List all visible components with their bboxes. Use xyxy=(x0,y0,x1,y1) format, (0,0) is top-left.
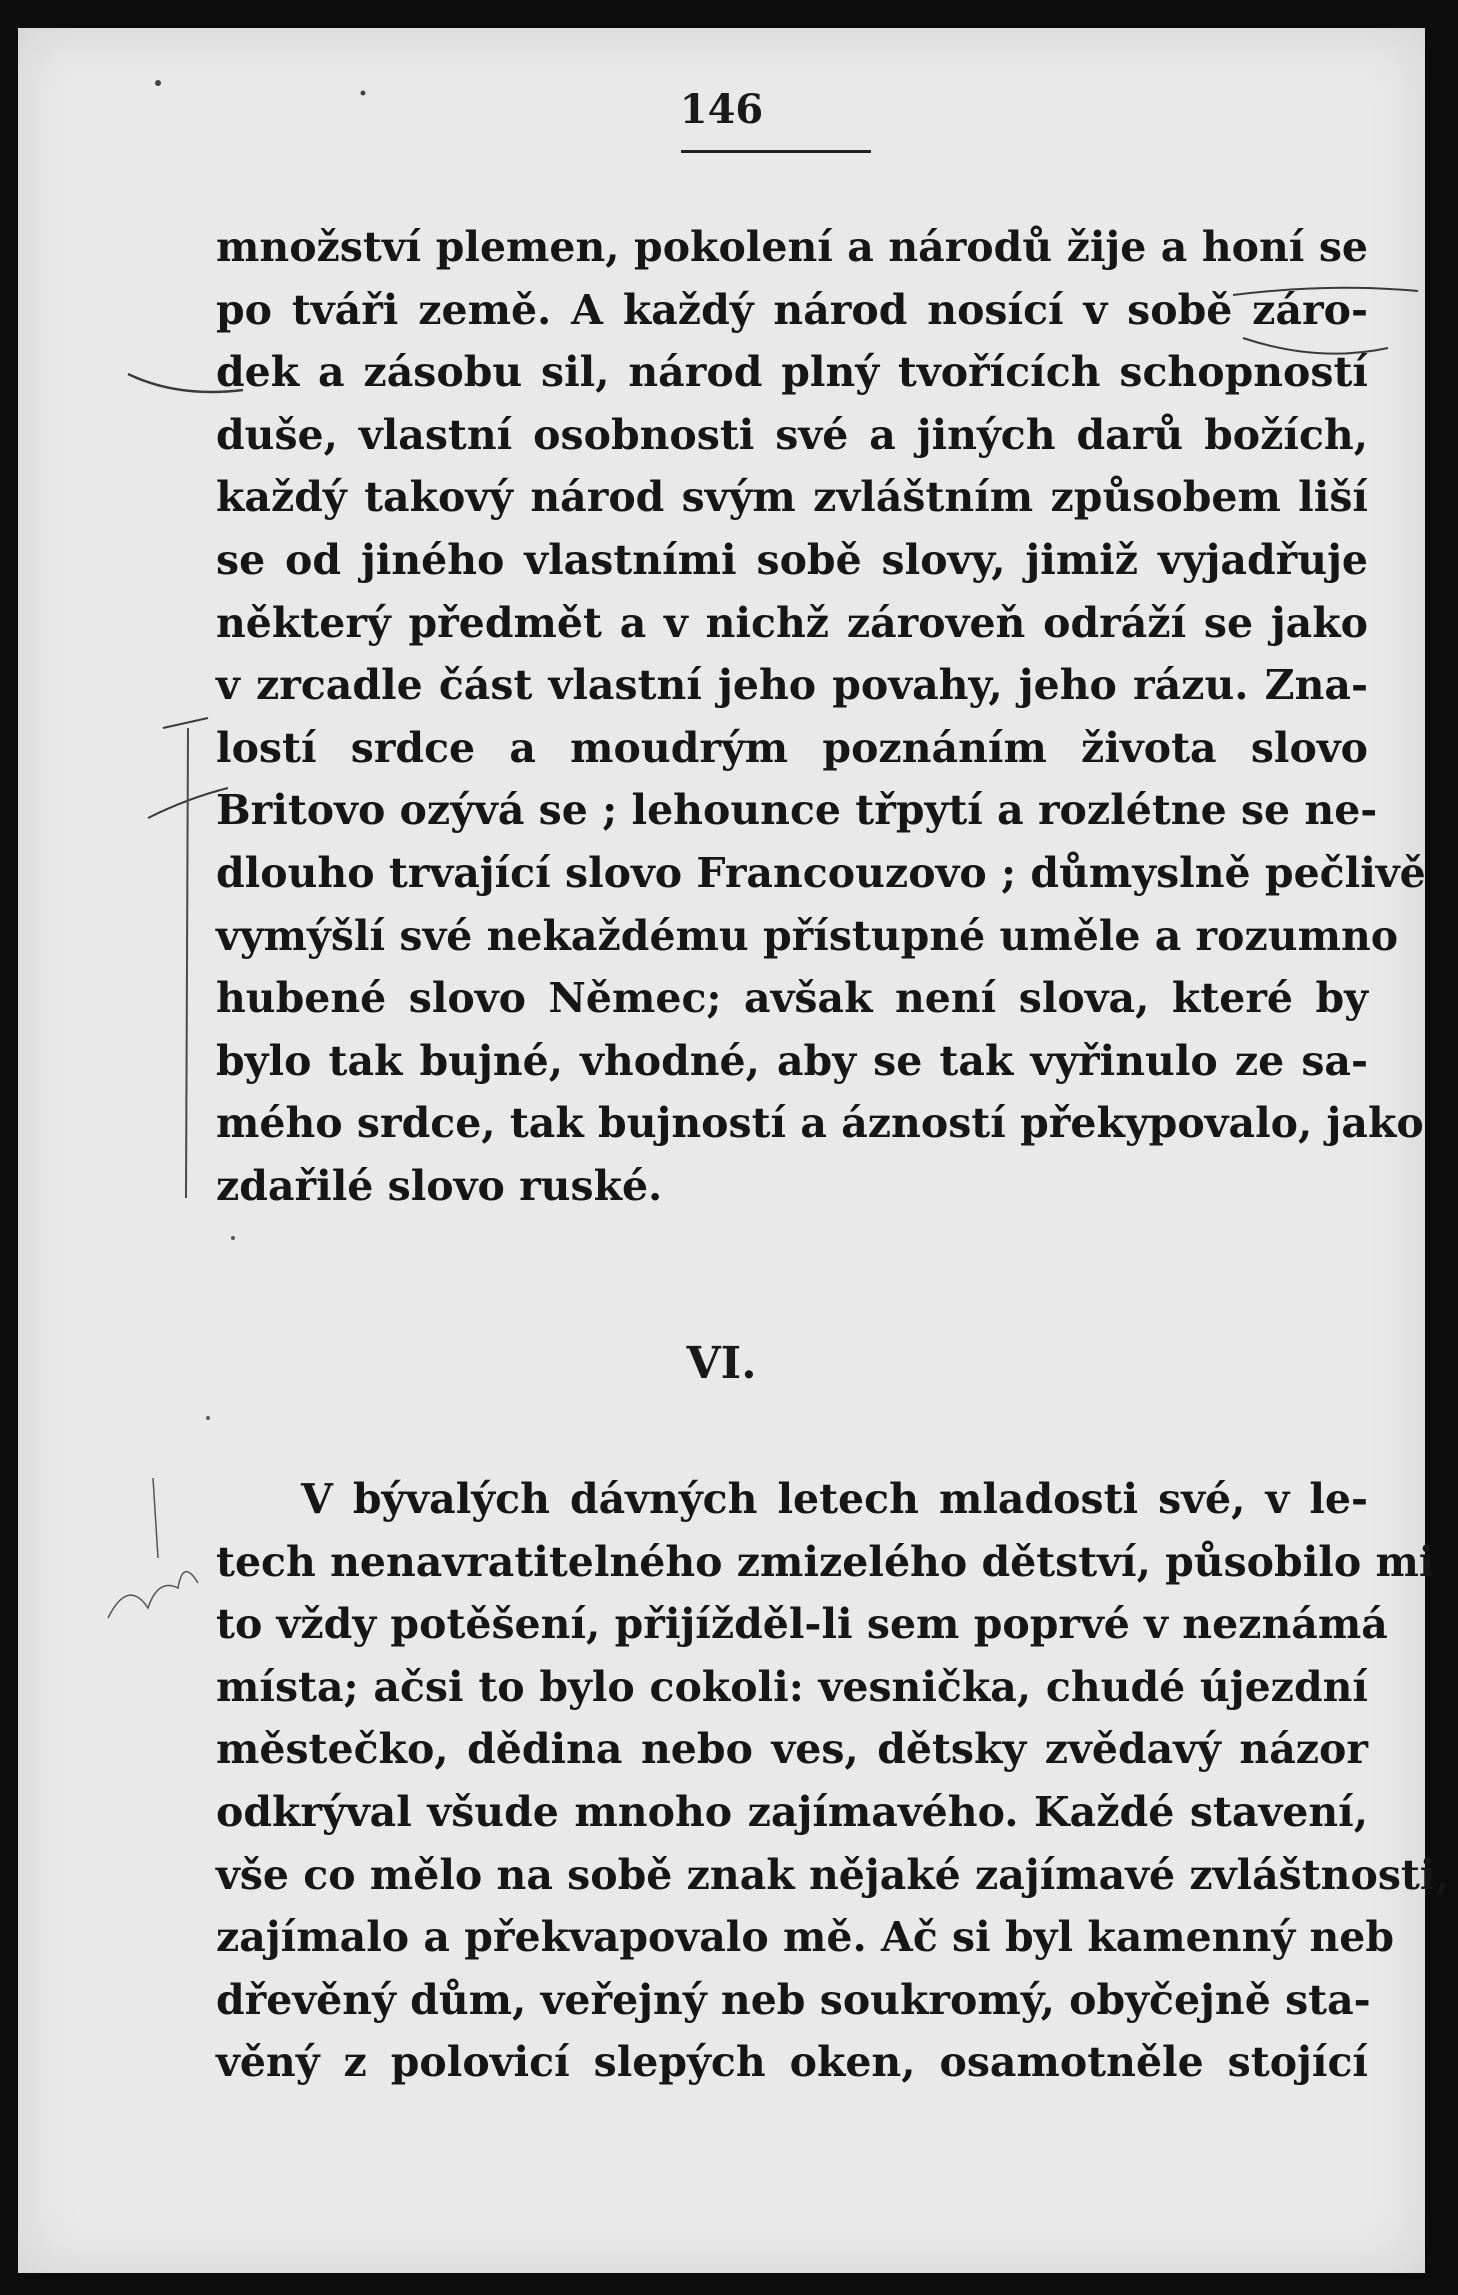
text-line: zdařilé slovo ruské. xyxy=(216,1161,663,1210)
text-line: dek a zásobu sil, národ plný tvořících schopností xyxy=(216,348,1368,397)
text-line: odkrýval všude mnoho zajímavého. Každé stavení, xyxy=(216,1787,1368,1836)
text-line: duše, vlastní osobnosti své a jiných darů božích, xyxy=(216,410,1368,459)
text-line: každý takový národ svým zvláštním způsobem liší xyxy=(216,473,1368,522)
text-line: hubené slovo Němec; avšak není slova, které by xyxy=(216,974,1368,1023)
text-line: některý předmět a v nichž zároveň odráží se jako xyxy=(216,598,1368,647)
text-line: množství plemen, pokolení a národů žije a honí se xyxy=(216,223,1368,271)
text-line: v zrcadle část vlastní jeho povahy, jeho rázu. Zna- xyxy=(216,661,1368,710)
text-line: městečko, dědina nebo ves, dětsky zvědavý názor xyxy=(216,1725,1368,1774)
text-line: místa; ačsi to bylo cokoli: vesnička, chudé újezdní xyxy=(216,1662,1368,1711)
text-line: bylo tak bujné, vhodné, aby se tak vyřinulo ze sa- xyxy=(216,1036,1368,1085)
text-line: mého srdce, tak bujností a ázností překypovalo, jako xyxy=(216,1099,1424,1148)
text-line: Britovo ozývá se ; lehounce třpytí a rozlétne se ne- xyxy=(216,786,1378,835)
text-line: V bývalých dávných letech mladosti své, v le- xyxy=(301,1475,1368,1523)
section-heading: VI. xyxy=(686,1338,757,1389)
text-line: se od jiného vlastními sobě slovy, jimiž vyjadřuje xyxy=(216,535,1368,584)
text-line: dlouho trvající slovo Francouzovo ; důmyslně pečlivě xyxy=(216,848,1426,897)
paragraph-1 xyxy=(216,216,1426,1218)
page-number: 146 xyxy=(679,86,764,133)
text-line: zajímalo a překvapovalo mě. Ač si byl kamenný neb xyxy=(216,1913,1395,1962)
text-line: lostí srdce a moudrým poznáním života slovo xyxy=(216,723,1368,772)
paragraph-2 xyxy=(216,1468,1450,2094)
text-line: po tváři země. A každý národ nosící v sobě záro- xyxy=(216,285,1368,334)
header-rule xyxy=(681,150,871,153)
text-line: tech nenavratitelného zmizelého dětství, působilo mi xyxy=(216,1537,1435,1586)
text-line: to vždy potěšení, přijížděl-li sem poprvé v neznámá xyxy=(216,1600,1388,1649)
text-line: vše co mělo na sobě znak nějaké zajímavé zvláštnosti, xyxy=(216,1850,1450,1899)
text-line: dřevěný dům, veřejný neb soukromý, obyčejně sta- xyxy=(216,1975,1371,2024)
text-line: vymýšlí své nekaždému přístupné uměle a rozumno xyxy=(216,911,1399,960)
book-page xyxy=(18,28,1450,2273)
text-line: věný z polovicí slepých oken, osamotněle stojící xyxy=(216,2038,1368,2087)
